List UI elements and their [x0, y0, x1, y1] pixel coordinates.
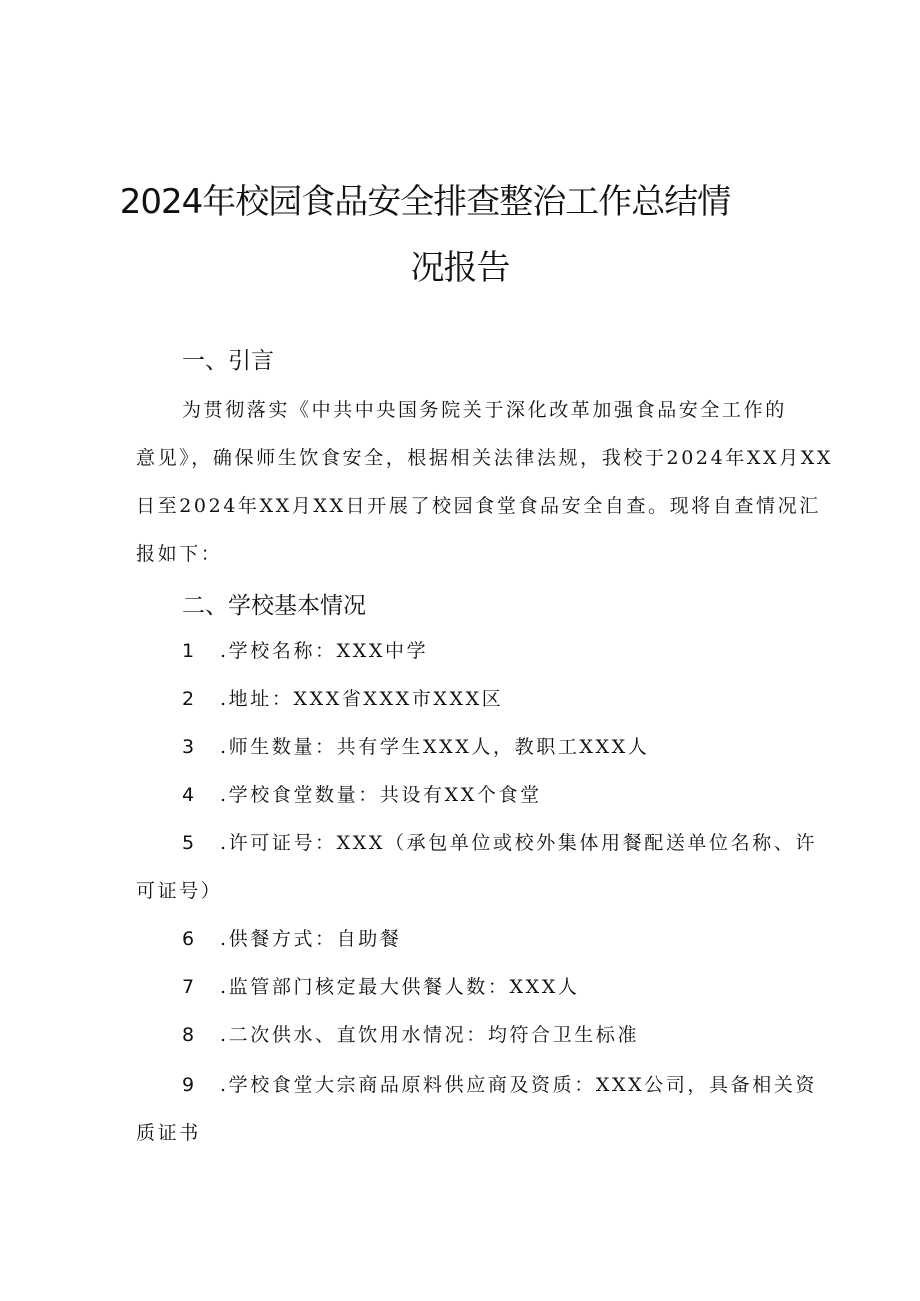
- list-item: [182, 1020, 639, 1047]
- document-title-line-1: 2024年校园食品安全排查整治工作总结情: [119, 182, 731, 222]
- list-item-text: .学校名称：XXX中学: [220, 640, 429, 662]
- list-item-text: .师生数量：共有学生XXX人，教职工XXX人: [220, 736, 650, 758]
- list-item-number: 8: [182, 1024, 197, 1046]
- intro-paragraph-line: 意见》，确保师生饮食安全，根据相关法律法规，我校于2024年XX月XX: [136, 447, 833, 469]
- list-item-number: 7: [182, 976, 197, 998]
- list-item-text: .许可证号：XXX（承包单位或校外集体用餐配送单位名称、许: [220, 832, 818, 854]
- list-item: [182, 732, 649, 759]
- list-item-continuation: 质证书: [136, 1122, 201, 1144]
- list-item-number: 6: [182, 928, 197, 950]
- list-item-number: 5: [182, 832, 197, 854]
- list-item-text: .供餐方式：自助餐: [220, 928, 402, 950]
- list-item: [182, 1070, 817, 1097]
- section-heading-basic-info: 二、学校基本情况: [182, 593, 366, 619]
- intro-paragraph-line: 报如下：: [136, 543, 223, 565]
- list-item-number: 1: [182, 640, 197, 662]
- list-item-number: 2: [182, 688, 197, 710]
- document-title-line-2: 况报告: [410, 248, 510, 288]
- intro-paragraph-line: 日至2024年XX月XX日开展了校园食堂食品安全自查。现将自查情况汇: [136, 495, 821, 517]
- list-item-text: .地址：XXX省XXX市XXX区: [220, 688, 504, 710]
- list-item: [182, 828, 817, 855]
- list-item-text: .二次供水、直饮用水情况：均符合卫生标准: [220, 1024, 640, 1046]
- list-item: [182, 780, 542, 807]
- list-item-number: 9: [182, 1074, 197, 1096]
- list-item-text: .学校食堂数量：共设有XX个食堂: [220, 784, 542, 806]
- list-item: [182, 972, 579, 999]
- list-item: [182, 684, 503, 711]
- list-item-text: .学校食堂大宗商品原料供应商及资质：XXX公司，具备相关资: [220, 1074, 818, 1096]
- list-item-text: .监管部门核定最大供餐人数：XXX人: [220, 976, 580, 998]
- list-item-continuation: 可证号）: [136, 880, 223, 902]
- list-item: [182, 636, 428, 663]
- intro-paragraph-line: 为贯彻落实《中共中央国务院关于深化改革加强食品安全工作的: [182, 399, 787, 421]
- section-heading-introduction: 一、引言: [182, 348, 274, 374]
- list-item-number: 4: [182, 784, 197, 806]
- list-item: [182, 924, 401, 951]
- list-item-number: 3: [182, 736, 197, 758]
